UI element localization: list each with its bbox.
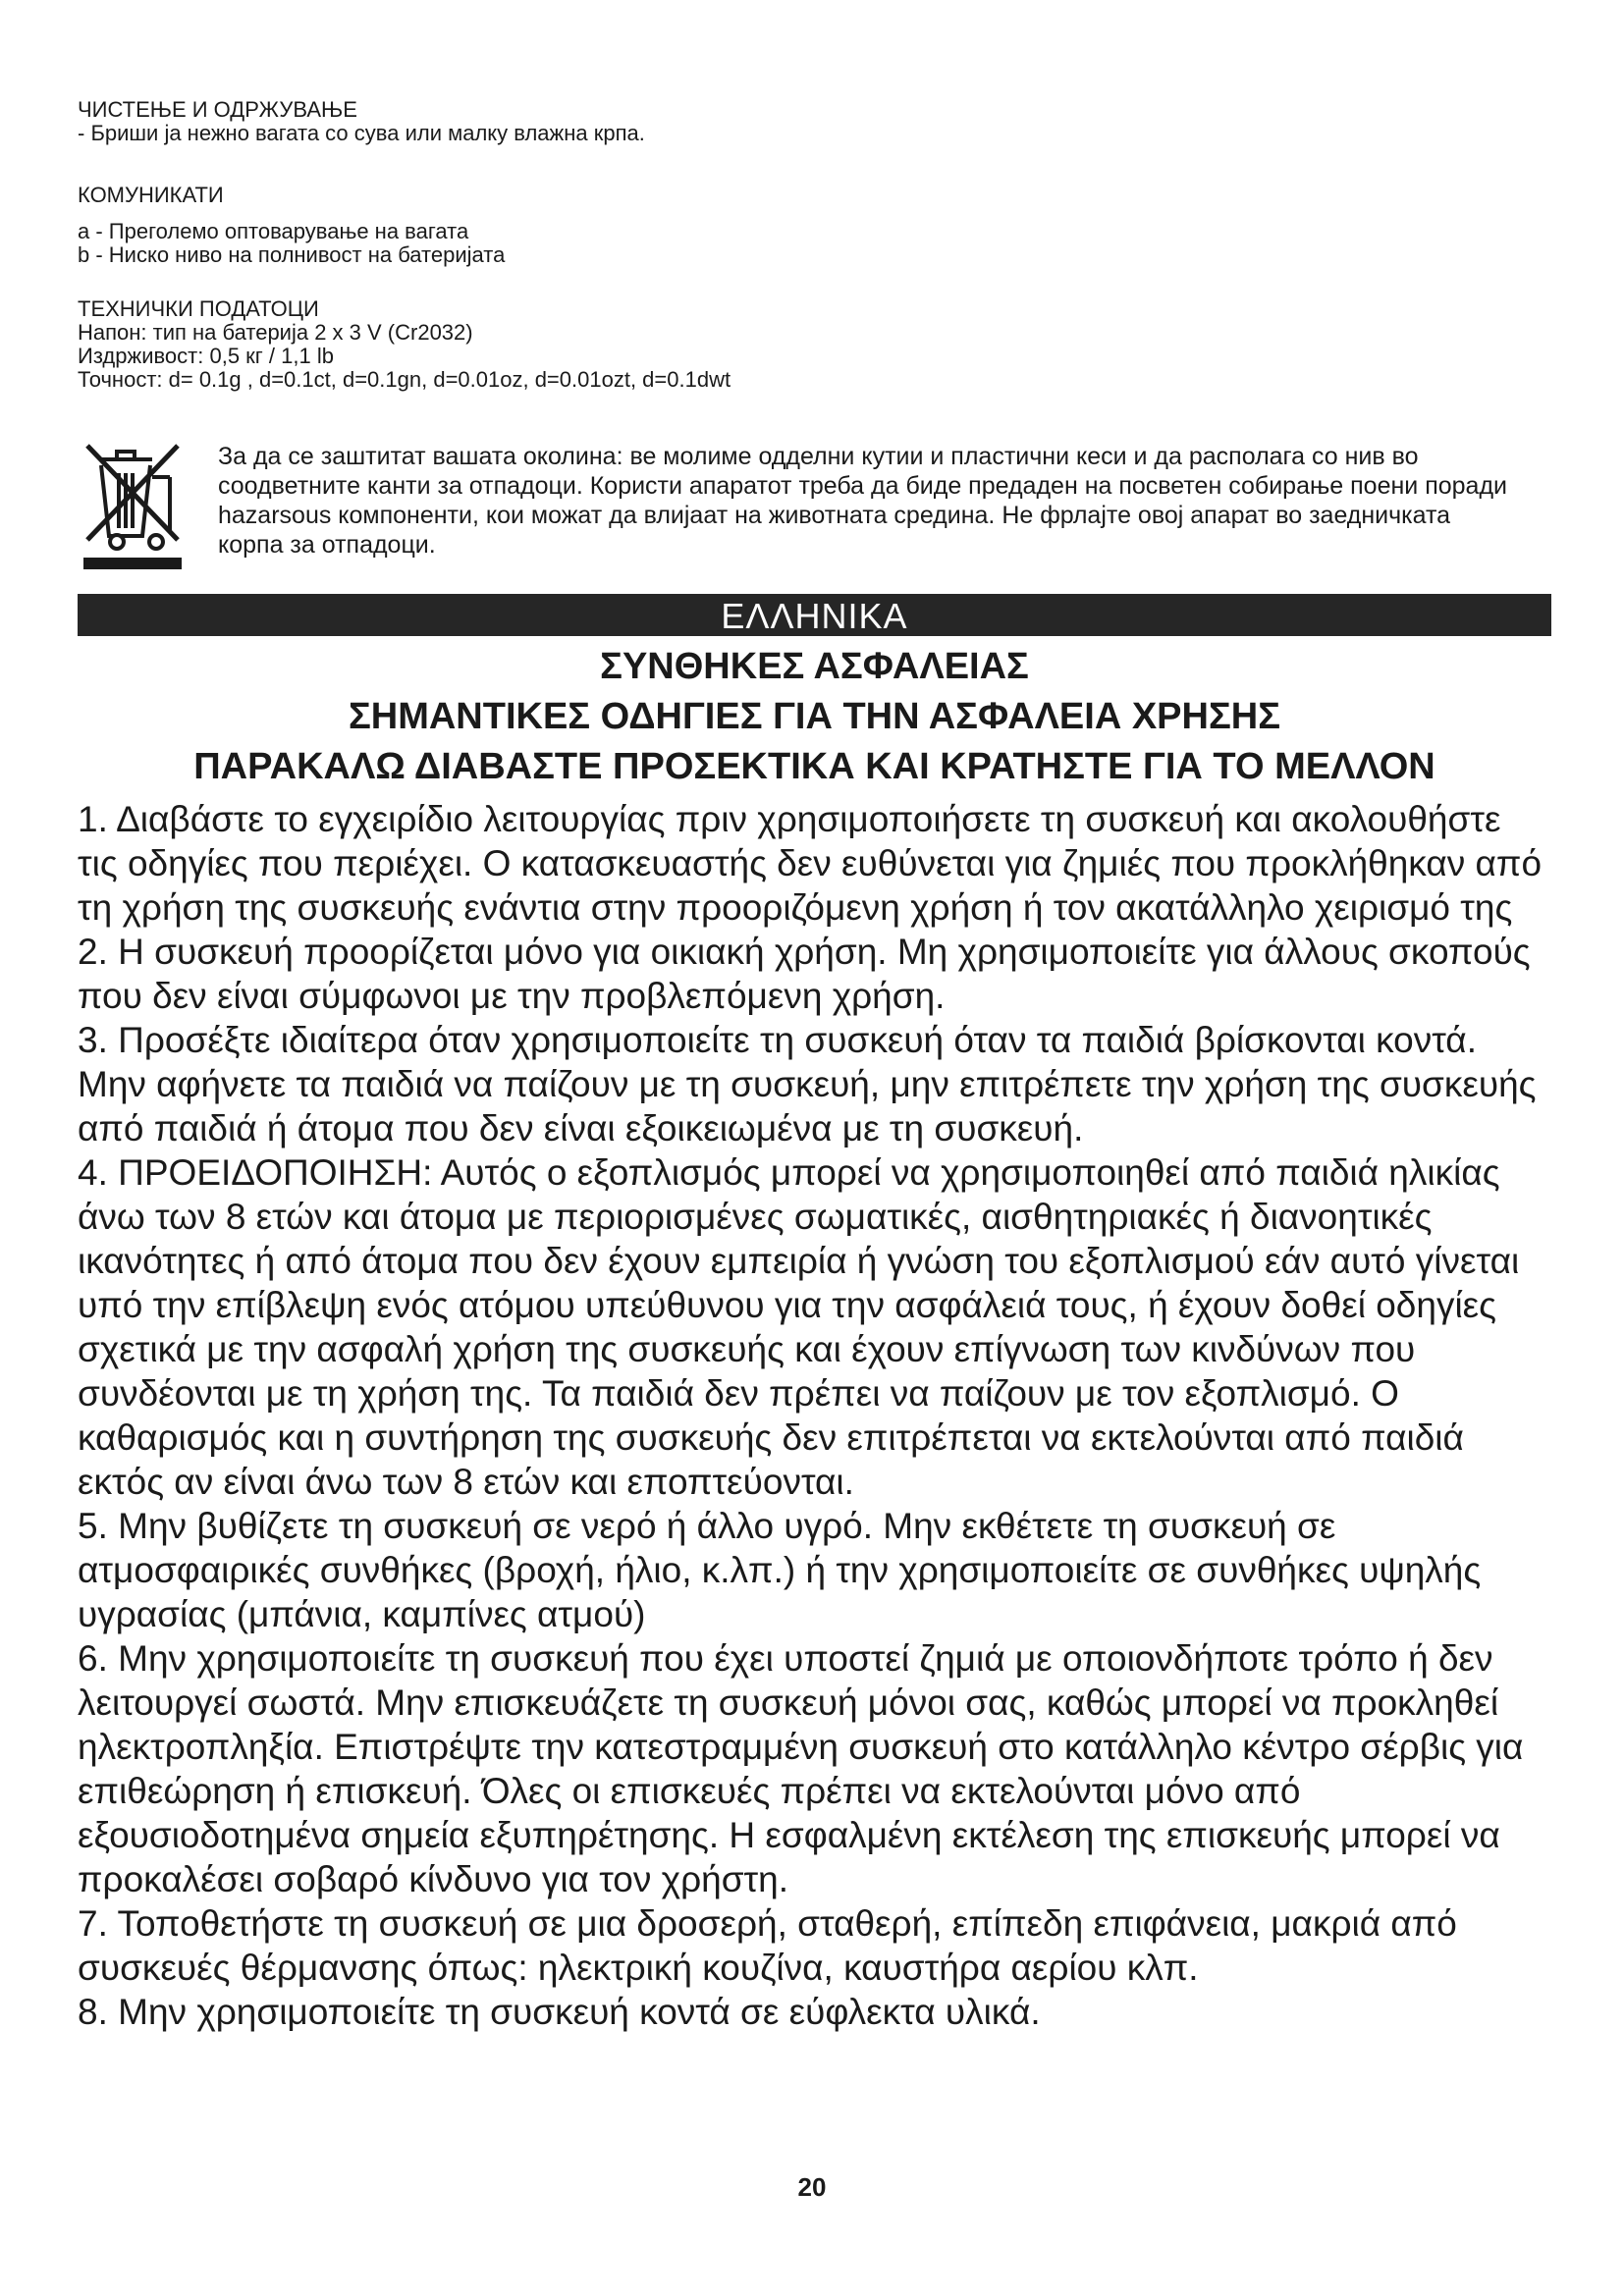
- weee-line: За да се заштитат вашата околина: ве молиме одделни кутии и пластични кеси и да располага со нив во: [218, 443, 1419, 470]
- page-number: 20: [797, 2172, 827, 2202]
- body-line: συνδέονται με τη χρήση της. Τα παιδιά δεν πρέπει να παίζουν με τον εξοπλισμό. Ο: [78, 1373, 1399, 1414]
- technical-data-heading: ТЕХНИЧКИ ПОДАТОЦИ: [78, 296, 319, 321]
- technical-data-line: Напон: тип на батерија 2 x 3 V (Cr2032): [78, 320, 473, 345]
- body-line: 8. Μην χρησιμοποιείτε τη συσκευή κοντά σε εύφλεκτα υλικά.: [78, 1992, 1041, 2032]
- body-line: τις οδηγίες που περιέχει. Ο κατασκευαστής δεν ευθύνεται για ζημιές που προκλήθηκαν από: [78, 843, 1543, 883]
- body-line: 5. Μην βυθίζετε τη συσκευή σε νερό ή άλλο υγρό. Μην εκθέτετε τη συσκευή σε: [78, 1506, 1336, 1546]
- safety-title: ΠΑΡΑΚΑΛΩ ΔΙΑΒΑΣΤΕ ΠΡΟΣΕΚΤΙΚΑ ΚΑΙ ΚΡΑΤΗΣΤΕ ΓΙΑ ΤΟ ΜΕΛΛΟΝ: [193, 746, 1435, 787]
- body-line: υγρασίας (μπάνια, καμπίνες ατμού): [78, 1594, 646, 1634]
- messages-section: [78, 184, 1550, 267]
- body-line: 2. Η συσκευή προορίζεται μόνο για οικιακή χρήση. Μη χρησιμοποιείτε για άλλους σκοπούς: [78, 932, 1531, 972]
- safety-title: ΣΗΜΑΝΤΙΚΕΣ ΟΔΗΓΙΕΣ ΓΙΑ ΤΗΝ ΑΣΦΑΛΕΙΑ ΧΡΗΣΗΣ: [348, 696, 1281, 737]
- weee-line: корпа за отпадоци.: [218, 531, 436, 559]
- body-line: 3. Προσέξτε ιδιαίτερα όταν χρησιμοποιείτε τη συσκευή όταν τα παιδιά βρίσκονται κοντά.: [78, 1020, 1477, 1060]
- safety-instructions-body: [78, 797, 1570, 2034]
- cleaning-section: [78, 98, 1550, 145]
- technical-data-line: Издрживост: 0,5 кг / 1,1 lb: [78, 344, 334, 368]
- body-line: προκαλέσει σοβαρό κίνδυνο για τον χρήστη.: [78, 1859, 789, 1899]
- body-line: 7. Τοποθετήστε τη συσκευή σε μια δροσερή, σταθερή, επίπεδη επιφάνεια, μακριά από: [78, 1903, 1457, 1944]
- body-line: που δεν είναι σύμφωνοι με την προβλεπόμενη χρήση.: [78, 976, 946, 1016]
- body-line: ατμοσφαιρικές συνθήκες (βροχή, ήλιο, κ.λπ.) ή την χρησιμοποιείτε σε συνθήκες υψηλής: [78, 1550, 1482, 1590]
- crossed-out-wheelie-bin-icon: [78, 438, 188, 571]
- message-item: a - Преголемо оптоварување на вагата: [78, 219, 469, 243]
- body-line: Μην αφήνετε τα παιδιά να παίζουν με τη συσκευή, μην επιτρέπετε την χρήση της συσκευής: [78, 1064, 1537, 1104]
- technical-data-line: Точност: d= 0.1g , d=0.1ct, d=0.1gn, d=0.01oz, d=0.01ozt, d=0.1dwt: [78, 367, 731, 392]
- body-line: σχετικά με την ασφαλή χρήση της συσκευής και έχουν επίγνωση των κινδύνων που: [78, 1329, 1416, 1369]
- body-line: λειτουργεί σωστά. Μην επισκευάζετε τη συσκευή μόνοι σας, καθώς μπορεί να προκληθεί: [78, 1682, 1499, 1723]
- body-line: εξουσιοδοτημένα σημεία εξυπηρέτησης. Η εσφαλμένη εκτέλεση της επισκευής μπορεί να: [78, 1815, 1500, 1855]
- technical-data-section: [78, 297, 1550, 392]
- cleaning-heading: ЧИСТЕЊЕ И ОДРЖУВАЊЕ: [78, 97, 357, 122]
- body-line: τη χρήση της συσκευής ενάντια στην προοριζόμενη χρήση ή τον ακατάλληλο χειρισμό της: [78, 887, 1513, 928]
- messages-heading: КОМУНИКАТИ: [78, 183, 224, 207]
- body-line: 1. Διαβάστε το εγχειρίδιο λειτουργίας πριν χρησιμοποιήσετε τη συσκευή και ακολουθήστε: [78, 799, 1501, 839]
- body-line: ικανότητες ή από άτομα που δεν έχουν εμπειρία ή γνώση του εξοπλισμού εάν αυτό γίνεται: [78, 1241, 1520, 1281]
- body-line: συσκευές θέρμανσης όπως: ηλεκτρική κουζίνα, καυστήρα αερίου κλπ.: [78, 1948, 1199, 1988]
- body-line: άνω των 8 ετών και άτομα με περιορισμένες σωματικές, αισθητηριακές ή διανοητικές: [78, 1197, 1433, 1237]
- weee-disposal-notice: [218, 442, 1553, 560]
- body-line: καθαρισμός και η συντήρηση της συσκευής δεν επιτρέπεται να εκτελούνται από παιδιά: [78, 1417, 1464, 1458]
- body-line: 4. ΠΡΟΕΙΔΟΠΟΙΗΣΗ: Αυτός ο εξοπλισμός μπορεί να χρησιμοποιηθεί από παιδιά ηλικίας: [78, 1152, 1500, 1193]
- body-line: επιθεώρηση ή επισκευή. Όλες οι επισκευές πρέπει να εκτελούνται μόνο από: [78, 1771, 1301, 1811]
- body-line: ηλεκτροπληξία. Επιστρέψτε την κατεστραμμένη συσκευή στο κατάλληλο κέντρο σέρβις για: [78, 1727, 1524, 1767]
- body-line: υπό την επίβλεψη ενός ατόμου υπεύθυνου για την ασφάλειά τους, ή έχουν δοθεί οδηγίες: [78, 1285, 1496, 1325]
- weee-line: hazarsous компоненти, кои можат да влијаат на животната средина. Не фрлајте овој апарат во заедничката: [218, 502, 1451, 529]
- language-section-bar: ΕΛΛΗΝΙΚΑ: [78, 594, 1551, 636]
- weee-line: соодветните канти за отпадоци. Користи апаратот треба да биде предаден на посветен собирање поени поради: [218, 472, 1508, 500]
- body-line: από παιδιά ή άτομα που δεν είναι εξοικειωμένα με τη συσκευή.: [78, 1108, 1084, 1148]
- body-line: 6. Μην χρησιμοποιείτε τη συσκευή που έχει υποστεί ζημιά με οποιονδήποτε τρόπο ή δεν: [78, 1638, 1493, 1679]
- message-item: b - Ниско ниво на полнивост на батеријата: [78, 242, 506, 267]
- safety-title: ΣΥΝΘΗΚΕΣ ΑΣΦΑΛΕΙΑΣ: [600, 646, 1029, 687]
- safety-titles: [78, 642, 1551, 792]
- cleaning-text: - Бриши ја нежно вагата со сува или малку влажна крпа.: [78, 121, 645, 145]
- body-line: εκτός αν είναι άνω των 8 ετών και εποπτεύονται.: [78, 1462, 854, 1502]
